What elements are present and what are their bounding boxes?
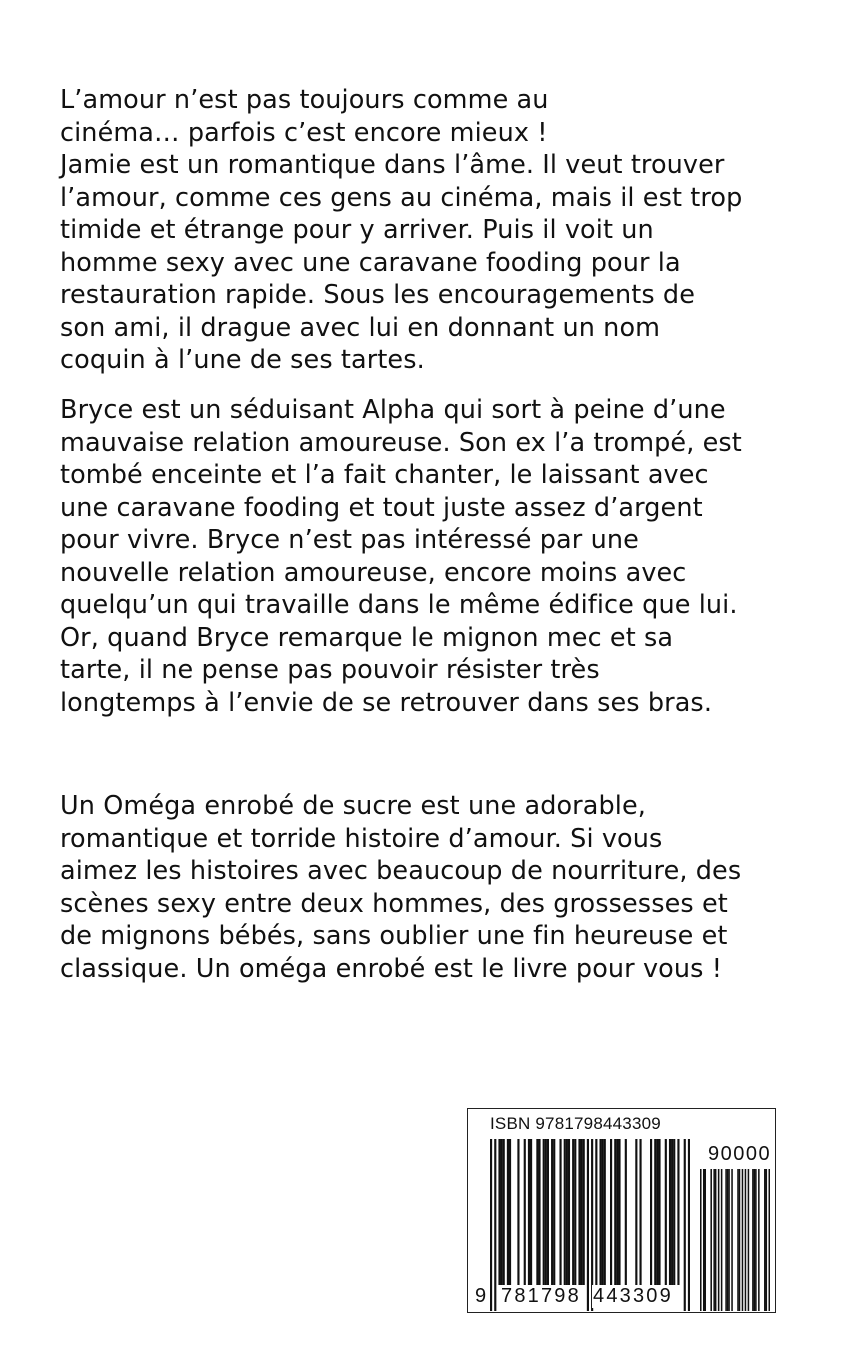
barcode-bar [530, 1139, 532, 1285]
barcode-bar [581, 1139, 583, 1285]
barcode-bar [551, 1139, 553, 1285]
barcode-bar [528, 1139, 530, 1285]
barcode-bar [769, 1169, 770, 1311]
text-line: cinéma… parfois c’est encore mieux ! [60, 117, 548, 148]
barcode-bar [721, 1169, 723, 1311]
barcode-bar [599, 1139, 601, 1285]
barcode-bar [616, 1139, 618, 1285]
text-line: homme sexy avec une caravane fooding pour la [60, 247, 681, 278]
barcode-bar [677, 1139, 679, 1285]
barcode-bar [618, 1139, 620, 1285]
barcode-bar [494, 1139, 496, 1311]
text-line: quelqu’un qui travaille dans le même édifice que lui. [60, 590, 738, 620]
text-line: mauvaise relation amoureuse. Son ex l’a trompé, est [60, 427, 742, 458]
barcode-bar [752, 1169, 754, 1311]
blurb-paragraph-3 [60, 790, 790, 985]
ean-first-digit: 9 [475, 1285, 489, 1307]
text-line: nouvelle relation amoureuse, encore moins avec [60, 557, 687, 588]
barcode-bar [595, 1139, 597, 1285]
barcode-bar [718, 1169, 720, 1311]
barcode-bar [758, 1169, 760, 1311]
barcode-bar [625, 1139, 627, 1285]
barcode-bar [739, 1169, 741, 1311]
barcode-bar [754, 1169, 756, 1311]
isbn-barcode-box [467, 1108, 776, 1313]
barcode-bar [543, 1139, 545, 1285]
barcode-bar [658, 1139, 660, 1285]
price-code: 90000 [708, 1143, 772, 1165]
text-line: timide et étrange pour y arriver. Puis il voit un [60, 215, 654, 245]
barcode-bar [656, 1139, 658, 1285]
barcode-bar [727, 1169, 729, 1311]
isbn-label: ISBN 9781798443309 [490, 1114, 661, 1133]
barcode-bar [501, 1139, 503, 1285]
barcode-bar [538, 1139, 540, 1285]
barcode-bar [639, 1139, 641, 1285]
barcode-bar [572, 1139, 574, 1285]
text-line: l’amour, comme ces gens au cinéma, mais il est trop [60, 182, 743, 213]
barcode-bar [524, 1139, 526, 1285]
barcode-bar [688, 1139, 690, 1311]
text-line: son ami, il drague avec lui en donnant un nom [60, 312, 661, 343]
text-line: coquin à l’une de ses tartes. [60, 345, 425, 375]
barcode-bar [574, 1139, 576, 1285]
ean-left-group: 781798 [501, 1285, 581, 1307]
text-line: longtemps à l’envie de se retrouver dans ses bras. [60, 687, 713, 718]
barcode-bar [635, 1139, 637, 1285]
barcode-bar [587, 1139, 589, 1311]
barcode-bar [604, 1139, 606, 1285]
barcode-bar [559, 1139, 561, 1285]
text-line: de mignons bébés, sans oublier une fin heureuse et [60, 921, 728, 951]
barcode-bar [650, 1139, 652, 1285]
barcode-bar [725, 1169, 727, 1311]
text-line: tombé enceinte et l’a fait chanter, le laissant avec [60, 460, 709, 490]
barcode-bar [498, 1139, 500, 1285]
barcode-bar [703, 1169, 705, 1311]
barcode-bar [745, 1169, 747, 1311]
barcode-bar [614, 1139, 616, 1285]
barcode-bar [545, 1139, 547, 1285]
barcode-bar [700, 1169, 702, 1311]
text-line: classique. Un oméga enrobé est le livre pour vous ! [60, 953, 723, 984]
barcode-bar [748, 1169, 750, 1311]
text-line: L’amour n’est pas toujours comme au [60, 85, 549, 115]
barcode-bar [490, 1139, 492, 1311]
text-line: Or, quand Bryce remarque le mignon mec et sa [60, 622, 674, 653]
text-line: une caravane fooding et tout juste assez d’argent [60, 492, 703, 523]
barcode-bar [610, 1139, 612, 1285]
ean-right-group: 443309 [593, 1285, 673, 1307]
barcode-bar [503, 1139, 505, 1285]
barcode-bar [654, 1139, 656, 1285]
blurb-paragraph-2 [60, 394, 790, 719]
barcode-bar [547, 1139, 549, 1285]
barcode-bar [673, 1139, 675, 1285]
barcode-bar [509, 1139, 511, 1285]
text-line: romantique et torride histoire d’amour. Si vous [60, 823, 663, 854]
barcode-bar [742, 1169, 744, 1311]
barcode-bar [766, 1169, 768, 1311]
barcode-bar [669, 1139, 671, 1285]
text-line: scènes sexy entre deux hommes, des grossesses et [60, 888, 728, 919]
barcode-bar [704, 1169, 706, 1311]
barcode-bar [715, 1169, 717, 1311]
barcode-bar [602, 1139, 604, 1285]
barcode-bar [553, 1139, 555, 1285]
barcode-bar [578, 1139, 580, 1285]
barcode-bar [737, 1169, 739, 1311]
text-line: pour vivre. Bryce n’est pas intéressé par une [60, 525, 639, 555]
text-line: aimez les histoires avec beaucoup de nourriture, des [60, 856, 742, 886]
blurb-paragraph-1 [60, 84, 790, 377]
barcode-bar [755, 1169, 757, 1311]
text-line: restauration rapide. Sous les encouragements de [60, 280, 695, 310]
barcode-bar [671, 1139, 673, 1285]
barcode-bar [517, 1139, 519, 1285]
text-line: Jamie est un romantique dans l’âme. Il veut trouver [60, 150, 725, 180]
text-line: Un Oméga enrobé de sucre est une adorable, [60, 791, 646, 821]
barcode-bar [710, 1169, 712, 1311]
barcode-bar [568, 1139, 570, 1285]
barcode-bar [665, 1139, 667, 1285]
barcode-bar [564, 1139, 566, 1285]
barcode-bar [728, 1169, 730, 1311]
barcode-bar [566, 1139, 568, 1285]
barcode-bar [713, 1169, 715, 1311]
barcode-bar [731, 1169, 733, 1311]
barcode-bar [583, 1139, 585, 1285]
addon-barcode [700, 1169, 770, 1311]
text-line: Bryce est un séduisant Alpha qui sort à peine d’une [60, 395, 726, 425]
barcode-bar [764, 1169, 766, 1311]
barcode-bar [684, 1139, 686, 1311]
barcode-bar [507, 1139, 509, 1285]
text-line: tarte, il ne pense pas pouvoir résister très [60, 655, 600, 685]
barcode-bar [536, 1139, 538, 1285]
